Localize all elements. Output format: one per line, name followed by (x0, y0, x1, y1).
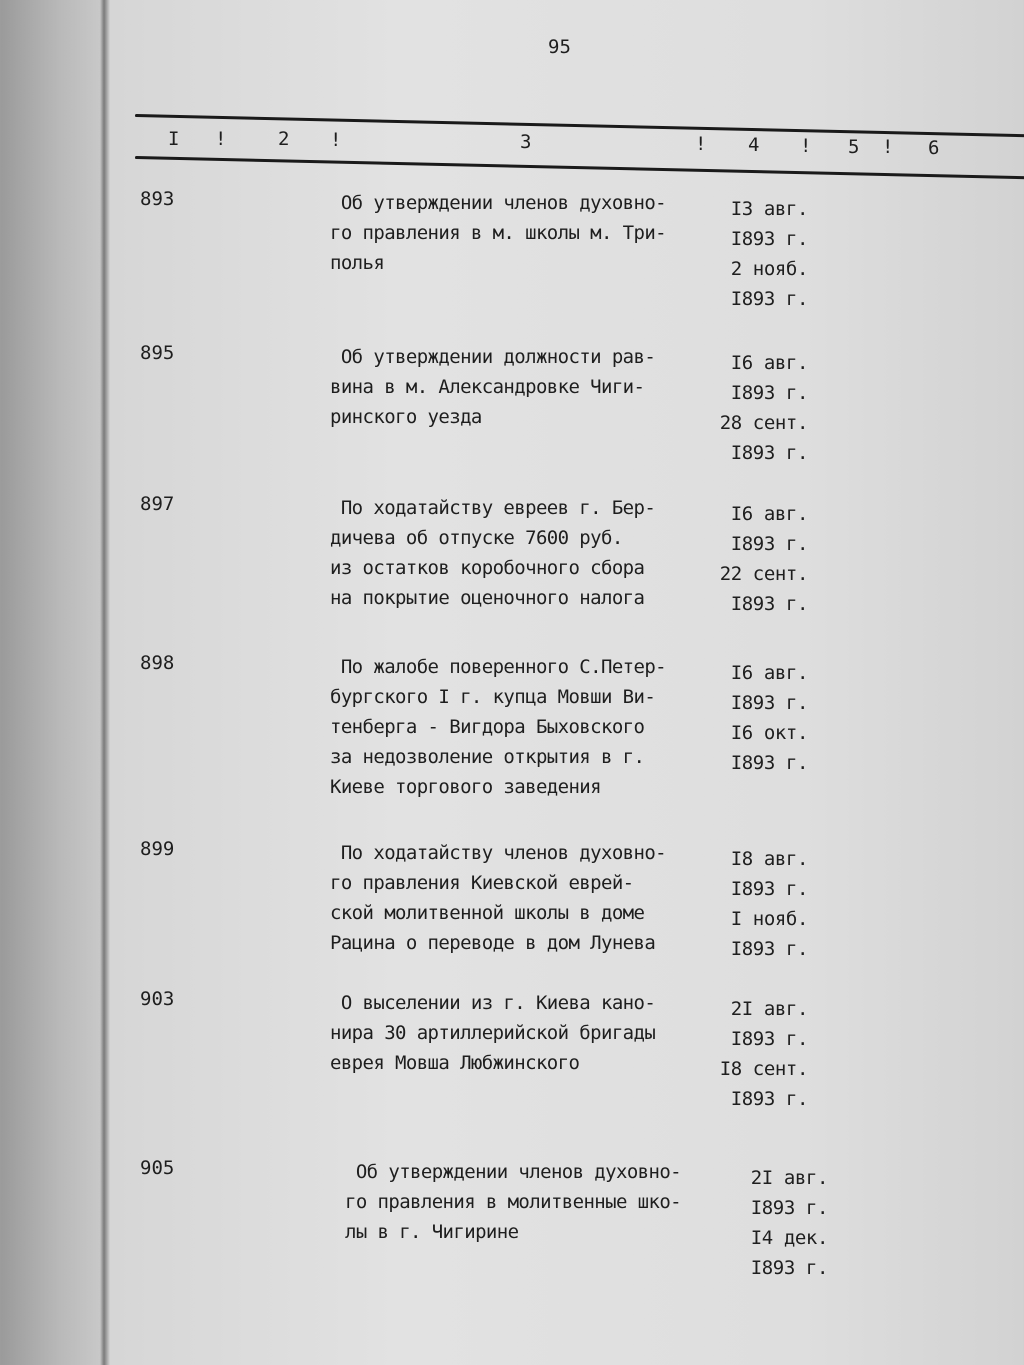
entry-dates (708, 194, 808, 314)
description-line: полья (330, 252, 385, 274)
entry-number: 903 (140, 988, 175, 1010)
entry-number: 898 (140, 652, 175, 674)
date-line: I893 г. (730, 288, 808, 310)
column-header: 6 (928, 137, 940, 159)
description-line: еврея Мовша Любжинского (330, 1052, 580, 1074)
description-line: бургского I г. купца Мовши Ви- (330, 686, 656, 708)
description-line: вина в м. Александровке Чиги- (330, 376, 645, 398)
date-line: I893 г. (730, 692, 808, 714)
date-line: I893 г. (730, 382, 808, 404)
entry-description (330, 988, 655, 1078)
entry-description (345, 1157, 681, 1247)
entry-dates (708, 499, 808, 619)
description-line: го правления в молитвенные шко- (345, 1191, 682, 1213)
column-header: 3 (520, 131, 532, 153)
entry-number: 895 (140, 342, 175, 364)
date-line: I6 окт. (730, 722, 808, 744)
date-line: I8 авг. (730, 848, 808, 870)
date-line: I893 г. (730, 442, 808, 464)
entry-dates (728, 1163, 828, 1283)
description-line: Киеве торгового заведения (330, 776, 601, 798)
description-line: Об утверждении членов духовно- (330, 192, 667, 214)
entry-dates (708, 994, 808, 1114)
date-line: I8 сент. (719, 1058, 808, 1080)
date-line: I893 г. (730, 878, 808, 900)
date-line: I893 г. (750, 1257, 828, 1279)
entry-dates (708, 658, 808, 778)
column-header: 2 (278, 128, 290, 150)
entry-dates (708, 844, 808, 964)
description-line: лы в г. Чигирине (345, 1221, 519, 1243)
description-line: Об утверждении должности рав- (330, 346, 656, 368)
column-header: 5 (848, 136, 860, 158)
entry-number: 897 (140, 493, 175, 515)
column-separator: ! (215, 128, 227, 150)
description-line: Рацина о переводе в дом Лунева (330, 932, 656, 954)
date-line: I893 г. (750, 1197, 828, 1219)
date-line: 2I авг. (730, 998, 808, 1020)
description-line: го правления в м. школы м. Три- (330, 222, 667, 244)
header-top-rule (135, 114, 1024, 137)
date-line: I6 авг. (730, 662, 808, 684)
date-line: I893 г. (730, 938, 808, 960)
date-line: I нояб. (730, 908, 808, 930)
entry-dates (708, 348, 808, 468)
entry-description (330, 652, 666, 802)
entry-description (330, 493, 655, 613)
entry-description (330, 188, 666, 278)
description-line: По ходатайству членов духовно- (330, 842, 667, 864)
description-line: дичева об отпуске 7600 руб. (330, 527, 623, 549)
entry-description (330, 838, 666, 958)
description-line: Об утверждении членов духовно- (345, 1161, 682, 1183)
date-line: 28 сент. (719, 412, 808, 434)
header-bottom-rule (135, 156, 1024, 179)
date-line: I6 авг. (730, 352, 808, 374)
column-separator: ! (330, 129, 342, 151)
column-header: I (168, 128, 180, 150)
date-line: 2I авг. (750, 1167, 828, 1189)
column-separator: ! (800, 135, 812, 157)
date-line: I893 г. (730, 1028, 808, 1050)
description-line: ской молитвенной школы в доме (330, 902, 645, 924)
date-line: I893 г. (730, 752, 808, 774)
page-number: 95 (548, 36, 571, 58)
description-line: нира 30 артиллерийской бригады (330, 1022, 656, 1044)
column-separator: ! (882, 136, 894, 158)
date-line: I4 дек. (750, 1227, 828, 1249)
column-header: 4 (748, 134, 760, 156)
date-line: I3 авг. (730, 198, 808, 220)
description-line: из остатков коробочного сбора (330, 557, 645, 579)
date-line: I6 авг. (730, 503, 808, 525)
description-line: По ходатайству евреев г. Бер- (330, 497, 656, 519)
description-line: О выселении из г. Киева кано- (330, 992, 656, 1014)
description-line: По жалобе поверенного С.Петер- (330, 656, 667, 678)
description-line: го правления Киевской еврей- (330, 872, 634, 894)
entry-number: 893 (140, 188, 175, 210)
date-line: I893 г. (730, 593, 808, 615)
description-line: ринского уезда (330, 406, 482, 428)
description-line: за недозволение открытия в г. (330, 746, 645, 768)
date-line: I893 г. (730, 228, 808, 250)
date-line: I893 г. (730, 533, 808, 555)
entry-number: 899 (140, 838, 175, 860)
date-line: 2 нояб. (730, 258, 808, 280)
date-line: I893 г. (730, 1088, 808, 1110)
column-separator: ! (695, 133, 707, 155)
date-line: 22 сент. (719, 563, 808, 585)
entry-description (330, 342, 655, 432)
description-line: на покрытие оценочного налога (330, 587, 645, 609)
description-line: тенберга - Вигдора Быховского (330, 716, 645, 738)
entry-number: 905 (140, 1157, 175, 1179)
